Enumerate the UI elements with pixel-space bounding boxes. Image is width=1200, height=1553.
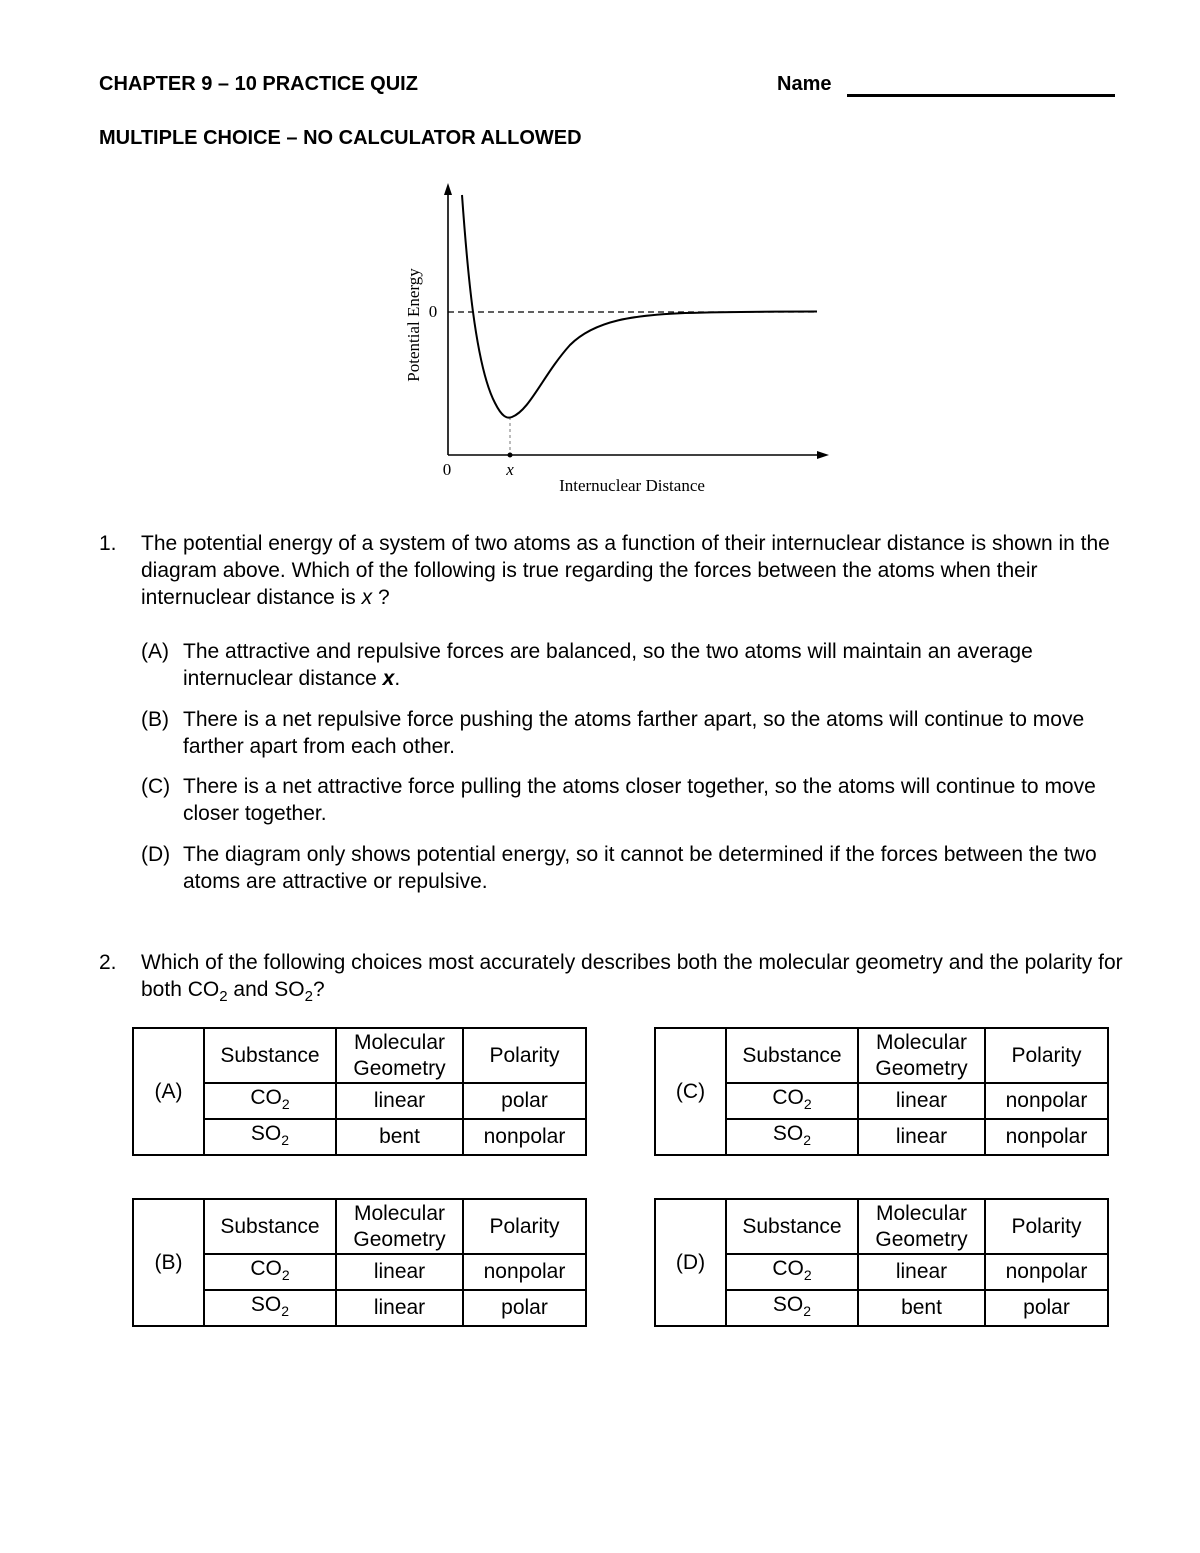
cell-co2-geometry: linear [336, 1254, 463, 1290]
cell-so2: $SO_2$ [726, 1290, 858, 1326]
option-2d-table[interactable] [654, 1198, 1109, 1327]
header-substance: Substance [726, 1199, 858, 1254]
cell-co2: $CO_2$ [726, 1083, 858, 1119]
option-2a-table[interactable] [132, 1027, 587, 1156]
y-axis-label: Potential Energy [404, 268, 423, 382]
header-polarity: Polarity [985, 1199, 1108, 1254]
option-letter: (D) [141, 843, 171, 866]
cell-co2-geometry: linear [858, 1083, 985, 1119]
option-text: There is a net repulsive force pushing the atoms farther apart, so the atoms will continue to move farther apart from each other. [183, 708, 1085, 758]
option-text: The attractive and repulsive forces are balanced, so the two atoms will maintain an average internuclear distance x. [183, 640, 1033, 690]
cell-co2-polarity: nonpolar [985, 1254, 1108, 1290]
header-polarity: Polarity [985, 1028, 1108, 1083]
option-2c-table[interactable] [654, 1027, 1109, 1156]
cell-so2-polarity: nonpolar [985, 1119, 1108, 1155]
option-letter: (C) [141, 775, 171, 798]
option-1c[interactable] [141, 773, 1141, 827]
option-text: There is a net attractive force pulling the atoms closer together, so the atoms will continue to move closer together. [183, 775, 1096, 825]
x-mark-label: x [506, 460, 514, 479]
question-2-text: Which of the following choices most accurately describes both the molecular geometry and the polarity for both $CO_2$ and $SO_2$? [141, 951, 1123, 1006]
cell-co2: $CO_2$ [726, 1254, 858, 1290]
cell-co2-polarity: polar [463, 1083, 586, 1119]
name-label: Name [777, 73, 832, 95]
table-label: (C) [655, 1028, 726, 1155]
cell-co2-geometry: linear [858, 1254, 985, 1290]
option-2b-table[interactable] [132, 1198, 587, 1327]
table-label: (D) [655, 1199, 726, 1326]
cell-co2: $CO_2$ [204, 1254, 336, 1290]
cell-so2-polarity: nonpolar [463, 1119, 586, 1155]
table-label: (A) [133, 1028, 204, 1155]
cell-so2: $SO_2$ [204, 1119, 336, 1155]
x-axis-label: Internuclear Distance [559, 476, 705, 495]
x-point [508, 453, 513, 458]
header-polarity: Polarity [463, 1028, 586, 1083]
header-substance: Substance [204, 1199, 336, 1254]
cell-co2-polarity: nonpolar [985, 1083, 1108, 1119]
option-1a[interactable] [141, 638, 1141, 692]
cell-so2-geometry: bent [858, 1290, 985, 1326]
option-1b[interactable] [141, 706, 1141, 760]
header-substance: Substance [204, 1028, 336, 1083]
y-axis-arrow-icon [444, 183, 452, 195]
option-1d[interactable] [141, 841, 1141, 895]
cell-so2-polarity: polar [985, 1290, 1108, 1326]
question-1-number: 1. [99, 532, 117, 555]
cell-so2: $SO_2$ [726, 1119, 858, 1155]
header-geometry: Molecular Geometry [336, 1028, 463, 1083]
cell-co2-polarity: nonpolar [463, 1254, 586, 1290]
cell-so2-geometry: linear [858, 1119, 985, 1155]
cell-co2: $CO_2$ [204, 1083, 336, 1119]
x-axis-arrow-icon [817, 451, 829, 459]
cell-so2: $SO_2$ [204, 1290, 336, 1326]
potential-energy-diagram [395, 175, 840, 500]
option-text: The diagram only shows potential energy, so it cannot be determined if the forces between the two atoms are attractive or repulsive. [183, 843, 1097, 893]
section-heading: MULTIPLE CHOICE – NO CALCULATOR ALLOWED [99, 127, 582, 149]
name-field[interactable] [847, 94, 1115, 97]
quiz-title: CHAPTER 9 – 10 PRACTICE QUIZ [99, 73, 418, 95]
question-1-text: The potential energy of a system of two atoms as a function of their internuclear distance is shown in the diagram above. Which of the following is true regarding the forces between the atoms when their internuclear distance is x ? [141, 532, 1110, 609]
question-2-number: 2. [99, 951, 117, 974]
option-letter: (B) [141, 708, 169, 731]
header-geometry: Molecular Geometry [858, 1028, 985, 1083]
header-geometry: Molecular Geometry [336, 1199, 463, 1254]
header-substance: Substance [726, 1028, 858, 1083]
x-zero-label: 0 [442, 460, 452, 479]
header-polarity: Polarity [463, 1199, 586, 1254]
cell-so2-geometry: bent [336, 1119, 463, 1155]
table-label: (B) [133, 1199, 204, 1326]
cell-co2-geometry: linear [336, 1083, 463, 1119]
cell-so2-polarity: polar [463, 1290, 586, 1326]
header-geometry: Molecular Geometry [858, 1199, 985, 1254]
y-zero-label: 0 [428, 302, 438, 321]
option-letter: (A) [141, 640, 169, 663]
cell-so2-geometry: linear [336, 1290, 463, 1326]
energy-curve [462, 195, 817, 418]
